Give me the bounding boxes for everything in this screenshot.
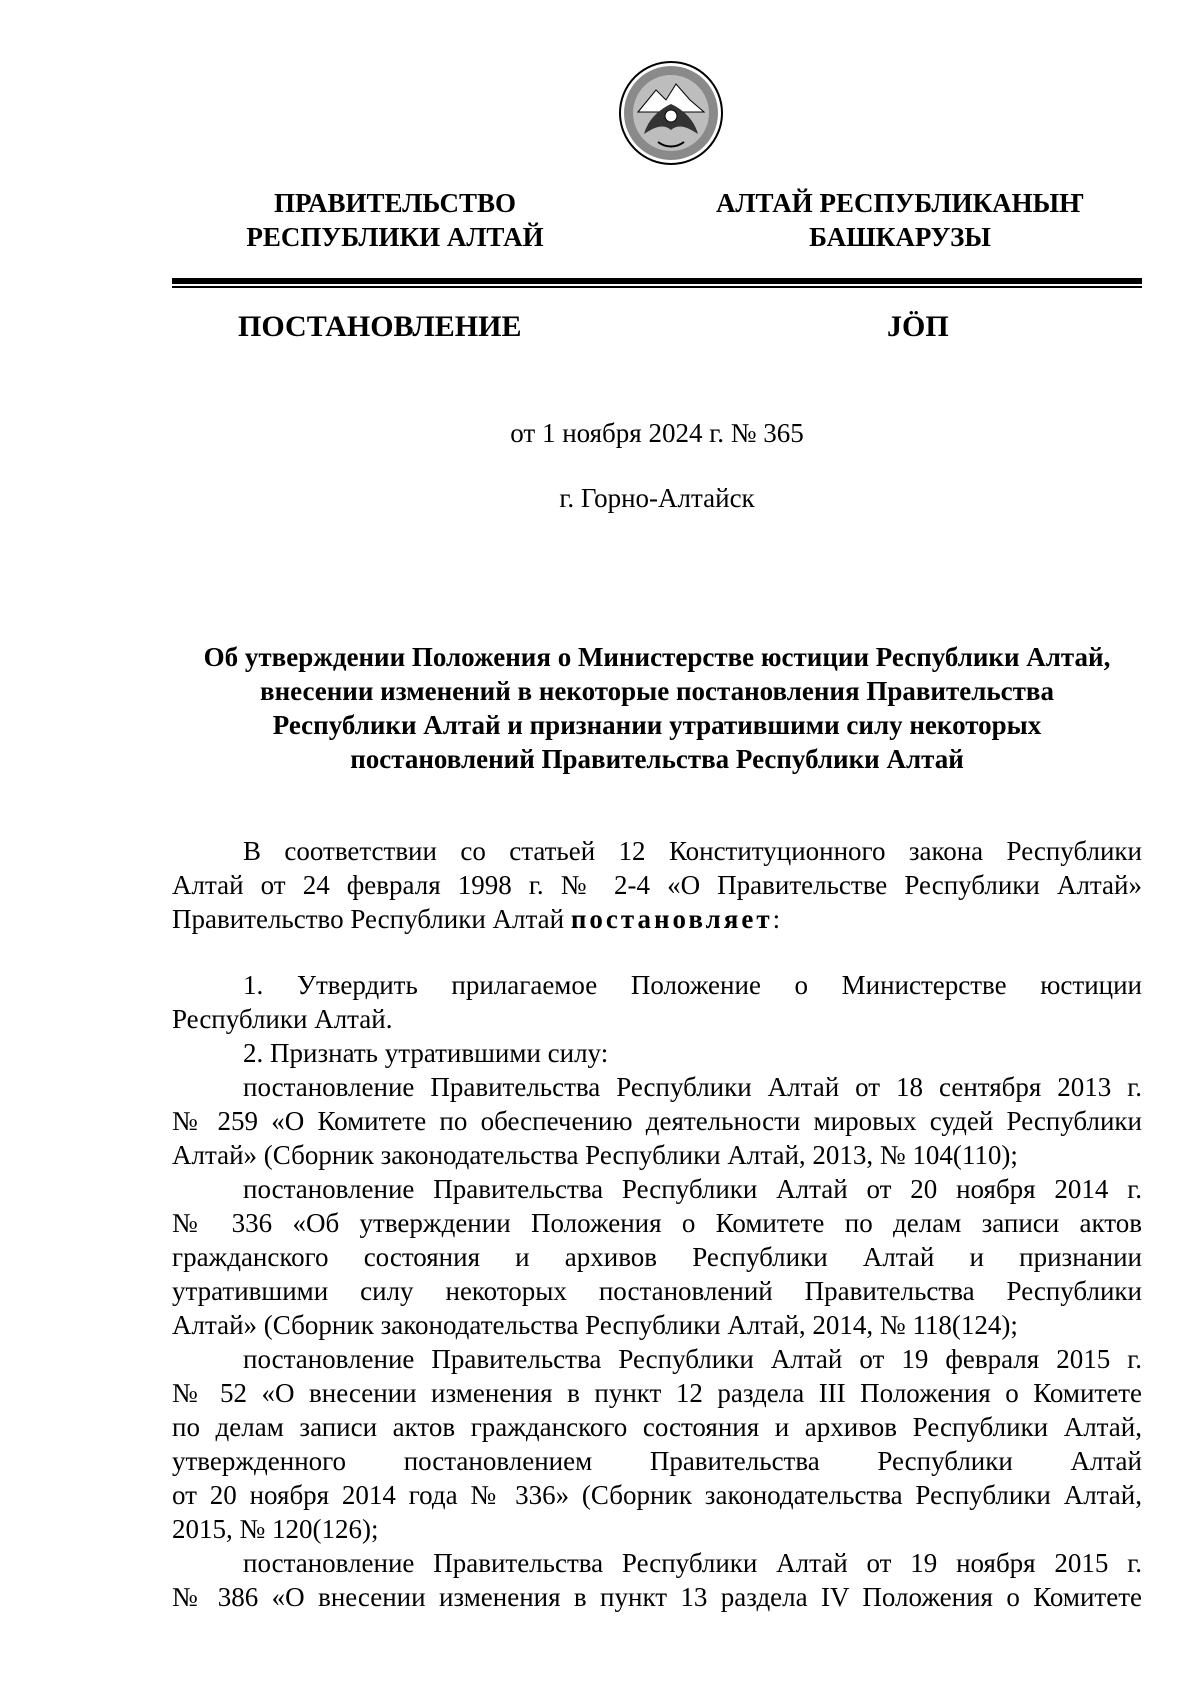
body-line: постановление Правительства Республики Алтай от 18 сентября 2013 г. bbox=[243, 1072, 1142, 1102]
document-body bbox=[172, 834, 1142, 1614]
title-line: постановлений Правительства Республики Алтай bbox=[350, 744, 964, 774]
intro-line: Алтай от 24 февраля 1998 г. № 2-4 «О Правительстве Республики Алтай» bbox=[172, 870, 1142, 900]
body-line: постановление Правительства Республики Алтай от 19 ноября 2015 г. bbox=[243, 1548, 1142, 1578]
body-line: Алтай» (Сборник законодательства Республики Алтай, 2013, № 104(110); bbox=[172, 1140, 1018, 1170]
body-line: № 386 «О внесении изменения в пункт 13 раздела IV Положения о Комитете bbox=[172, 1582, 1142, 1612]
body-line: от 20 ноября 2014 года № 336» (Сборник законодательства Республики Алтай, bbox=[172, 1480, 1142, 1510]
body-line: № 52 «О внесении изменения в пункт 12 раздела III Положения о Комитете bbox=[172, 1378, 1142, 1408]
paragraph-gap bbox=[172, 936, 1142, 968]
body-line: постановление Правительства Республики Алтай от 19 февраля 2015 г. bbox=[243, 1344, 1142, 1374]
doc-type-russian: ПОСТАНОВЛЕНИЕ bbox=[238, 310, 522, 343]
header-right-line2: БАШКАРУЗЫ bbox=[809, 222, 991, 252]
header-rule-thin bbox=[172, 286, 1142, 288]
body-line: Алтай» (Сборник законодательства Республики Алтай, 2014, № 118(124); bbox=[172, 1310, 1018, 1340]
header-left-line2: РЕСПУБЛИКИ АЛТАЙ bbox=[246, 222, 544, 252]
body-line: 2015, № 120(126); bbox=[172, 1514, 379, 1544]
document-date-number: от 1 ноября 2024 г. № 365 bbox=[510, 418, 804, 448]
body-line: № 259 «О Комитете по обеспечению деятельности мировых судей Республики bbox=[172, 1106, 1142, 1136]
body-line: № 336 «Об утверждении Положения о Комитете по делам записи актов bbox=[172, 1208, 1142, 1238]
document-title bbox=[172, 640, 1142, 776]
republic-emblem-icon bbox=[618, 60, 724, 166]
intro-line: В соответствии со статьей 12 Конституционного закона Республики bbox=[243, 836, 1142, 866]
government-name-russian bbox=[210, 186, 580, 254]
doc-type-altai: JÖП bbox=[887, 310, 949, 343]
title-line: внесении изменений в некоторые постановления Правительства bbox=[260, 676, 1054, 706]
item1-line: 1. Утвердить прилагаемое Положение о Министерстве юстиции bbox=[243, 970, 1142, 1000]
item2-heading: 2. Признать утратившими силу: bbox=[243, 1038, 609, 1068]
body-line: утвержденного постановлением Правительства Республики Алтай bbox=[172, 1446, 1142, 1476]
body-line: утратившими силу некоторых постановлений Правительства Республики bbox=[172, 1276, 1142, 1306]
intro-colon: : bbox=[772, 904, 781, 934]
item1-line: Республики Алтай. bbox=[172, 1004, 393, 1034]
government-name-altai bbox=[700, 186, 1100, 254]
body-line: по делам записи актов гражданского состояния и архивов Республики Алтай, bbox=[172, 1412, 1142, 1442]
intro-text: Правительство Республики Алтай bbox=[172, 904, 571, 934]
body-line: гражданского состояния и архивов Республики Алтай и признании bbox=[172, 1242, 1142, 1272]
document-city: г. Горно-Алтайск bbox=[559, 483, 755, 513]
title-line: Об утверждении Положения о Министерстве юстиции Республики Алтай, bbox=[203, 642, 1111, 672]
resolves-word: постановляет bbox=[570, 904, 773, 934]
title-line: Республики Алтай и признании утратившими силу некоторых bbox=[272, 710, 1042, 740]
header-rule-thick bbox=[172, 278, 1142, 284]
body-line: постановление Правительства Республики Алтай от 20 ноября 2014 г. bbox=[243, 1174, 1142, 1204]
header-right-line1: АЛТАЙ РЕСПУБЛИКАНЫҤ bbox=[715, 188, 1085, 218]
intro-line-last bbox=[172, 902, 1142, 936]
header-left-line1: ПРАВИТЕЛЬСТВО bbox=[273, 188, 517, 218]
